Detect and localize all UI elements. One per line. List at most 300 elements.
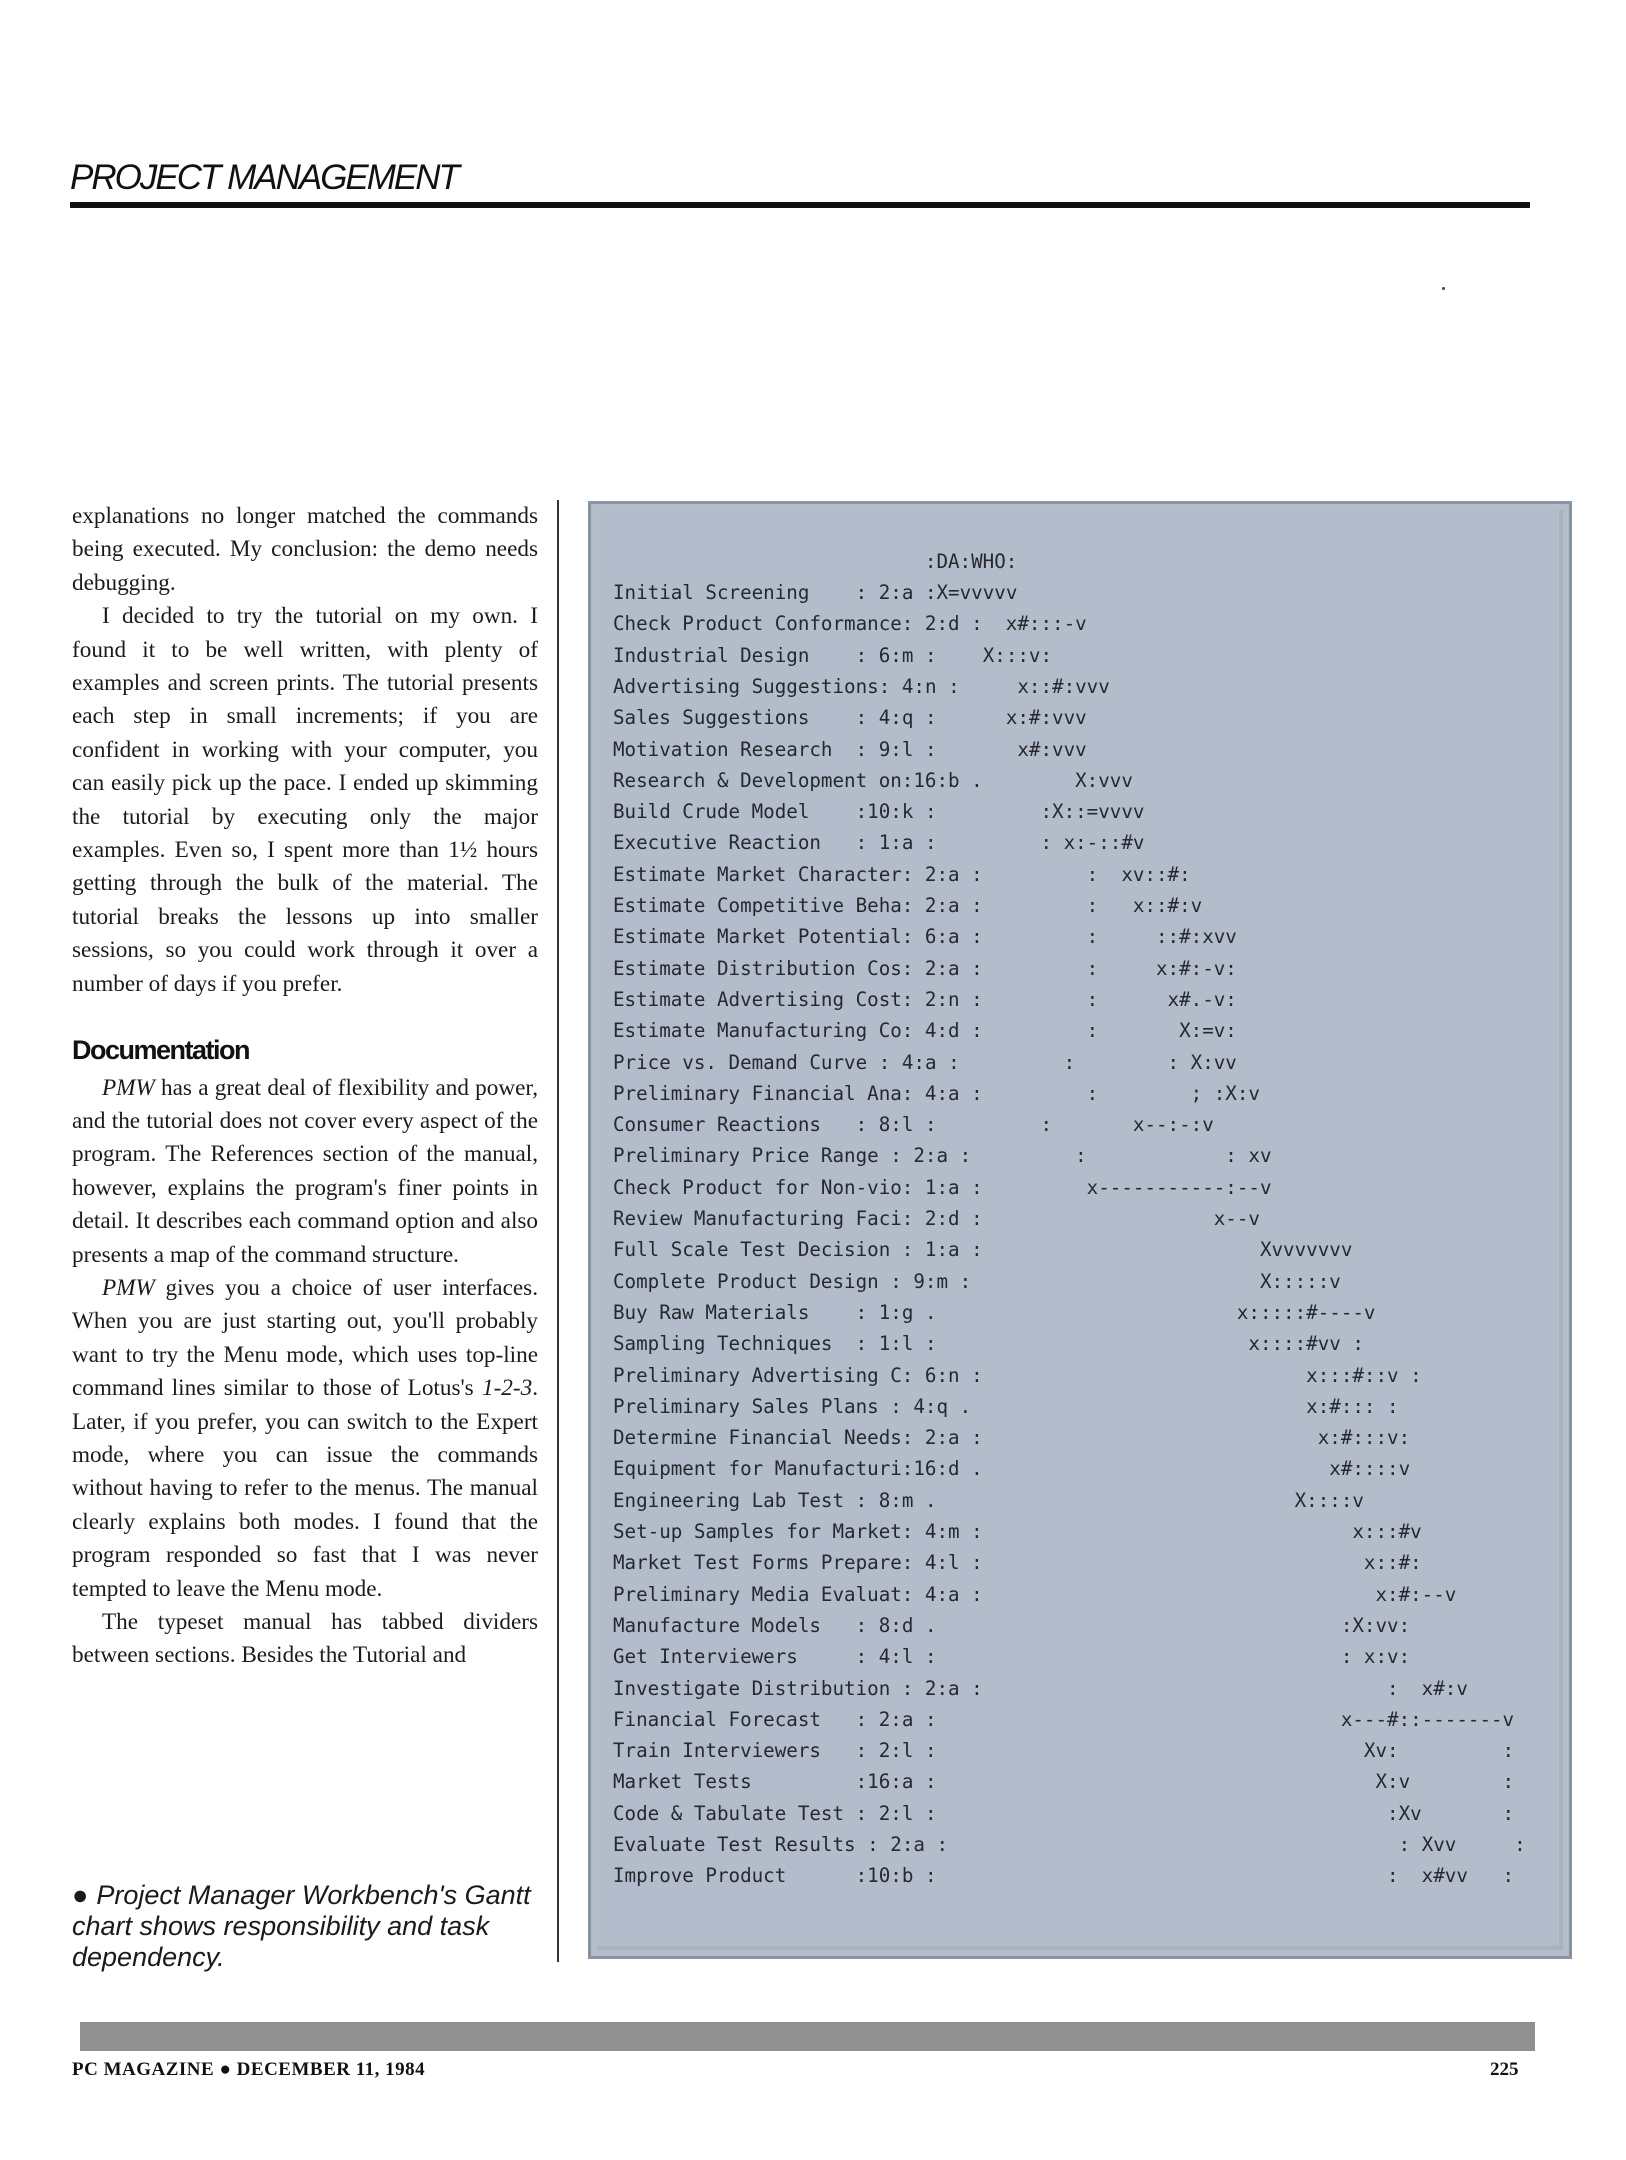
header-rule (70, 202, 1530, 208)
task-responsible: l (948, 1551, 960, 1575)
column-separator: : (855, 1770, 868, 1794)
task-bar: : x#:vvv (924, 737, 1087, 761)
gantt-task-row (613, 1485, 1364, 1516)
task-name: Preliminary Media Evaluat (613, 1582, 902, 1606)
task-name: Get Interviewers (613, 1645, 856, 1669)
gantt-task-row (613, 1641, 1410, 1672)
column-separator (948, 1395, 960, 1418)
task-duration: 2 (913, 1426, 937, 1450)
task-bar: : : x#vv : (924, 1864, 1515, 1888)
task-responsible: a (913, 1833, 925, 1856)
task-name: Estimate Manufacturing Co (613, 1019, 902, 1043)
task-responsible: b (901, 1864, 914, 1888)
task-responsible: l (901, 737, 914, 761)
column-separator: : (936, 894, 949, 917)
column-separator: : (901, 1833, 914, 1856)
column-separator (913, 1708, 925, 1731)
column-separator: : (901, 1582, 914, 1606)
task-bar: : : x:v: (924, 1645, 1411, 1669)
column-separator (960, 988, 972, 1011)
gantt-task-row (613, 765, 1133, 796)
task-duration: 2 (867, 1801, 891, 1825)
task-duration: 1 (867, 1332, 891, 1356)
gantt-header-text: :DA:WHO: (924, 550, 1018, 573)
column-separator: : (936, 1019, 949, 1043)
column-separator: : (901, 1207, 914, 1230)
task-duration: 4 (913, 1551, 937, 1575)
column-separator (913, 800, 925, 823)
task-responsible: a (924, 1050, 937, 1074)
article-paragraph (72, 1072, 538, 1272)
task-name: Sales Suggestions (613, 706, 856, 730)
task-responsible: n (948, 987, 960, 1011)
column-separator: : (890, 1332, 902, 1356)
task-responsible: a (901, 581, 914, 604)
task-duration: 10 (867, 800, 891, 824)
task-responsible: m (901, 643, 914, 667)
task-duration: 4 (913, 1019, 937, 1043)
gantt-task-row (613, 796, 1144, 827)
article-paragraph (72, 1272, 538, 1606)
column-separator: : (936, 1081, 949, 1105)
column-separator: : (901, 1457, 914, 1481)
task-bar: . x:#::: : (959, 1394, 1399, 1418)
task-bar: : X:v : (924, 1770, 1515, 1794)
column-separator (960, 1238, 972, 1261)
gantt-task-row (613, 1140, 1272, 1171)
column-separator (913, 1864, 925, 1887)
task-responsible: l (901, 1332, 914, 1356)
task-duration: 2 (913, 956, 937, 980)
task-responsible: q (936, 1394, 949, 1418)
column-separator (960, 1677, 972, 1700)
column-separator: : (890, 1864, 902, 1888)
task-duration: 16 (913, 768, 937, 792)
gantt-task-row (613, 1078, 1260, 1109)
task-name: Preliminary Financial Ana (613, 1081, 902, 1105)
task-duration: 4 (890, 1050, 914, 1074)
task-responsible: a (948, 956, 960, 980)
column-separator: : (901, 987, 914, 1011)
column-separator: : (855, 1645, 868, 1669)
column-separator (960, 1082, 972, 1105)
column-separator: : (855, 1613, 868, 1637)
task-bar: : Xv: : (924, 1739, 1515, 1763)
task-duration: 2 (913, 987, 937, 1011)
section-header: PROJECT MANAGEMENT (70, 158, 458, 197)
article-paragraph: The typeset manual has tabbed dividers between sections. Besides the Tutorial and (72, 1609, 538, 1669)
column-divider (557, 500, 559, 1962)
gantt-task-row (613, 1234, 1352, 1265)
task-bar: : : x--:-:v (924, 1113, 1214, 1137)
task-responsible: a (948, 1081, 960, 1105)
task-responsible: n (924, 674, 937, 698)
task-name: Determine Financial Needs (613, 1426, 902, 1450)
column-separator: : (924, 1269, 937, 1293)
task-name: Complete Product Design (613, 1269, 891, 1293)
column-separator (913, 1770, 925, 1793)
task-bar: : X:::v: (924, 643, 1053, 667)
task-responsible: l (901, 1801, 914, 1825)
column-separator (913, 1645, 925, 1668)
gantt-task-row (613, 608, 1087, 639)
column-separator: : (936, 1175, 949, 1199)
task-name: Market Tests (613, 1770, 856, 1794)
column-separator: : (855, 800, 868, 824)
gantt-task-row (613, 1360, 1422, 1391)
figure-caption (72, 1880, 542, 1973)
task-duration: 8 (867, 1113, 891, 1137)
task-responsible: d (948, 612, 960, 636)
column-separator: : (901, 894, 914, 917)
column-separator (960, 1019, 972, 1042)
column-separator: : (890, 1645, 902, 1669)
task-responsible: a (948, 1175, 960, 1199)
task-bar: : x---#::-------v (924, 1707, 1515, 1731)
task-name: Build Crude Model (613, 800, 856, 824)
gantt-column-header (613, 546, 1017, 577)
task-bar: : : ; :X:v (971, 1081, 1260, 1105)
task-duration: 2 (867, 581, 891, 604)
column-separator: : (936, 1551, 949, 1575)
task-bar: : x:#:::v: (971, 1426, 1411, 1450)
column-separator: : (855, 1488, 868, 1512)
gantt-task-row (613, 1735, 1514, 1766)
task-bar: : x--v (971, 1207, 1260, 1230)
column-separator: : (936, 925, 949, 949)
gantt-task-row (613, 671, 1110, 702)
task-bar: : x:::#v (971, 1520, 1422, 1543)
gantt-task-row (613, 1422, 1410, 1453)
task-name: Estimate Distribution Cos (613, 956, 902, 980)
column-separator (913, 1301, 925, 1324)
column-separator: : (901, 1363, 914, 1387)
column-separator: : (855, 1864, 868, 1888)
gantt-task-row (613, 702, 1087, 733)
column-separator: : (936, 1426, 949, 1450)
task-responsible: a (948, 1582, 960, 1606)
column-separator: : (924, 1144, 937, 1168)
task-duration: 1 (867, 1300, 891, 1324)
column-separator: : (855, 706, 868, 730)
task-responsible: l (901, 1645, 914, 1669)
column-separator (960, 769, 972, 792)
column-separator: : (890, 1801, 902, 1825)
column-separator: : (890, 1144, 902, 1168)
column-separator: : (936, 768, 949, 792)
subhead-documentation: Documentation (72, 1035, 250, 1066)
column-separator: : (890, 1613, 902, 1637)
task-name: Preliminary Sales Plans (613, 1394, 891, 1418)
task-bar: : : xv::#: (971, 862, 1191, 886)
task-name: Equipment for Manufacturi (613, 1457, 902, 1481)
task-duration: 6 (913, 1363, 937, 1387)
column-separator (960, 1426, 972, 1449)
task-bar: . x:::::#----v (924, 1300, 1376, 1324)
column-separator (960, 863, 972, 886)
column-separator: : (890, 831, 902, 855)
column-separator: : (855, 1707, 868, 1731)
column-separator: : (901, 1175, 914, 1199)
column-separator (913, 831, 925, 854)
column-separator: : (901, 1081, 914, 1105)
task-name: Train Interviewers (613, 1739, 856, 1763)
column-separator: : (901, 768, 914, 792)
task-responsible: d (948, 1207, 960, 1230)
task-duration: 8 (867, 1613, 891, 1637)
column-separator: : (936, 1520, 949, 1543)
task-responsible: a (948, 894, 960, 917)
task-bar: . X::::v (924, 1488, 1364, 1512)
column-separator: : (890, 1739, 902, 1763)
column-separator: : (936, 1676, 949, 1700)
column-separator: : (855, 737, 868, 761)
column-separator (960, 925, 972, 948)
task-duration: 1 (913, 1175, 937, 1199)
task-responsible: m (948, 1520, 960, 1543)
column-separator (913, 644, 925, 667)
task-name: Full Scale Test Decision (613, 1238, 902, 1262)
task-name: Preliminary Price Range (613, 1144, 891, 1168)
column-separator: : (901, 1676, 914, 1700)
task-name: Engineering Lab Test (613, 1488, 856, 1512)
column-separator (937, 1051, 949, 1074)
gantt-task-row (613, 1015, 1237, 1046)
task-name: Market Test Forms Prepare (613, 1551, 902, 1575)
gantt-task-row (613, 1328, 1364, 1359)
footer-magazine-date: PC MAGAZINE ● DECEMBER 11, 1984 (72, 2059, 426, 2080)
task-bar: : : x:#:-v: (971, 956, 1237, 980)
gantt-task-row (613, 1109, 1214, 1140)
column-separator: : (936, 1238, 949, 1262)
column-separator: : (878, 674, 891, 698)
column-separator: : (901, 1426, 914, 1450)
task-name: Motivation Research (613, 737, 856, 761)
italic-pmw: PMW (102, 1074, 155, 1101)
task-name: Financial Forecast (613, 1707, 856, 1731)
column-separator: : (890, 1394, 902, 1418)
gantt-task-row (613, 1172, 1272, 1203)
gantt-task-row (613, 1829, 1526, 1860)
gantt-task-row (613, 1047, 1237, 1078)
column-separator: : (901, 1019, 914, 1043)
column-separator (960, 894, 972, 917)
column-separator: : (867, 1833, 879, 1856)
gantt-task-row (613, 1579, 1456, 1610)
task-duration: 4 (913, 1520, 937, 1543)
task-responsible: a (948, 925, 960, 949)
task-bar: : : : X:vv (948, 1050, 1237, 1074)
task-responsible: a (936, 1144, 949, 1168)
column-separator: : (890, 643, 902, 667)
task-bar: : x::#:vvv (948, 674, 1110, 698)
task-name: Research & Development on (613, 768, 902, 792)
task-bar: : : ::#:xvv (971, 925, 1237, 949)
task-duration: 9 (901, 1269, 925, 1293)
task-bar: : : x::#:v (971, 894, 1203, 917)
task-bar: : x:#:--v (971, 1582, 1457, 1606)
article-column (72, 500, 538, 1673)
gantt-task-row (613, 1516, 1422, 1547)
task-name: Estimate Competitive Beha (613, 894, 902, 917)
column-separator: : (913, 674, 925, 698)
task-duration: 4 (867, 1645, 891, 1669)
column-separator: : (855, 1801, 868, 1825)
task-bar: : x:#:vvv (924, 706, 1087, 730)
task-duration: 4 (901, 1394, 925, 1418)
gantt-task-row (613, 1610, 1410, 1641)
task-name: Executive Reaction (613, 831, 856, 855)
caption-text: Project Manager Workbench's Gantt chart shows responsibility and task dependency. (72, 1880, 531, 1972)
gantt-task-row (613, 1673, 1468, 1704)
task-duration: 10 (867, 1864, 891, 1888)
gantt-task-row (613, 921, 1237, 952)
task-duration: 1 (913, 1238, 937, 1262)
column-separator (913, 738, 925, 761)
task-responsible: a (901, 1707, 914, 1731)
task-name: Evaluate Test Results (613, 1833, 868, 1856)
task-bar: : : X:=v: (971, 1019, 1237, 1043)
column-separator (913, 706, 925, 729)
italic-123: 1-2-3 (481, 1375, 533, 1402)
task-responsible: q (901, 706, 914, 730)
column-separator (913, 1739, 925, 1762)
task-duration: 9 (867, 737, 891, 761)
task-responsible: n (948, 1363, 960, 1387)
column-separator: : (890, 581, 902, 604)
task-bar: : :Xv : (924, 1801, 1515, 1825)
task-bar: : X:::::v (959, 1269, 1341, 1293)
task-duration: 2 (913, 612, 937, 636)
gantt-task-row (613, 1297, 1375, 1328)
task-name: Buy Raw Materials (613, 1300, 856, 1324)
article-paragraph: explanations no longer matched the commands being executed. My conclusion: the demo needs debugging. (72, 503, 538, 596)
paragraph-text: . Later, if you prefer, you can switch to the Expert mode, where you can issue the commands without having to refer to the menus. The manual clearly explains both modes. I found that the program responded so fast that I was never tempted to leave the Menu mode. (72, 1375, 538, 1602)
print-speck (1442, 287, 1445, 290)
column-separator: : (855, 643, 868, 667)
task-responsible: a (901, 831, 914, 855)
column-separator: : (855, 1300, 868, 1324)
article-paragraph: I decided to try the tutorial on my own. I found it to be well written, with plenty of examples and screen prints. The tutorial presents each step in small increments; if you are confident in working with your computer, you can easily pick up the pace. I ended up skimming the tutorial by executing only the major examples. Even so, I spent more than 1½ hours getting through the bulk of the material. The tutorial breaks the lessons up into smaller sessions, so you could work through it over a number of days if you prefer. (72, 603, 538, 997)
column-separator (960, 1207, 972, 1230)
column-separator: : (936, 862, 949, 886)
task-name: Set-up Samples for Market (613, 1520, 902, 1543)
gantt-task-row (613, 1547, 1422, 1578)
column-separator: : (936, 1363, 949, 1387)
gantt-task-row (613, 1391, 1399, 1422)
column-separator (913, 1332, 925, 1355)
column-separator (913, 1489, 925, 1512)
task-bar: : : Xvv : (936, 1833, 1526, 1856)
column-separator: : (936, 956, 949, 980)
task-name: Check Product Conformance (613, 612, 902, 636)
task-duration: 2 (878, 1833, 902, 1856)
task-responsible: d (948, 1019, 960, 1043)
column-separator (913, 1614, 925, 1637)
column-separator: : (936, 1582, 949, 1606)
column-separator: : (936, 1457, 949, 1481)
column-separator: : (890, 1488, 902, 1512)
gantt-task-row (613, 1766, 1514, 1797)
task-duration: 16 (913, 1457, 937, 1481)
task-duration: 8 (867, 1488, 891, 1512)
task-responsible: a (948, 1426, 960, 1450)
task-responsible: a (948, 862, 960, 886)
column-separator: : (936, 987, 949, 1011)
task-name: Code & Tabulate Test (613, 1801, 856, 1825)
task-name: Price vs. Demand Curve (613, 1050, 879, 1074)
column-separator: : (855, 831, 868, 855)
task-responsible: l (901, 1113, 914, 1137)
task-bar: . x#::::v (971, 1457, 1411, 1481)
column-separator (948, 1144, 960, 1167)
task-responsible: a (901, 1770, 914, 1794)
task-responsible: a (948, 1238, 960, 1262)
column-separator (913, 1802, 925, 1825)
column-separator: : (936, 1207, 949, 1230)
task-name: Investigate Distribution (613, 1676, 902, 1700)
task-bar: : : x#.-v: (971, 987, 1237, 1011)
task-name: Estimate Market Potential (613, 925, 902, 949)
column-separator (925, 1833, 937, 1856)
column-separator (937, 675, 949, 698)
gantt-task-row (613, 827, 1144, 858)
gantt-task-row (613, 734, 1087, 765)
task-bar: :X=vvvvv (924, 581, 1018, 604)
task-duration: 2 (901, 1144, 925, 1168)
column-separator: : (901, 862, 914, 886)
task-name: Improve Product (613, 1864, 856, 1888)
paragraph-text: has a great deal of flexibility and power, and the tutorial does not cover every aspect of the program. The References section of the manual, however, explains the program's finer points in detail. It describes each command option and also presents a map of the command structure. (72, 1074, 538, 1268)
gantt-task-row (613, 1860, 1514, 1891)
task-name: Consumer Reactions (613, 1113, 856, 1137)
task-duration: 2 (913, 1676, 937, 1700)
column-separator: : (855, 1739, 868, 1763)
task-duration: 2 (913, 894, 937, 917)
column-separator (960, 1583, 972, 1606)
column-separator: : (901, 1520, 914, 1543)
page-number: 225 (1490, 2059, 1519, 2080)
column-separator: : (890, 1770, 902, 1794)
task-duration: 2 (867, 1739, 891, 1763)
gantt-task-row (613, 1798, 1514, 1829)
column-separator: : (913, 1050, 925, 1074)
column-separator: : (890, 1707, 902, 1731)
gantt-task-row (613, 953, 1237, 984)
gantt-task-row (613, 640, 1052, 671)
gantt-task-row (613, 577, 1017, 608)
column-separator: : (936, 612, 949, 636)
column-separator: : (890, 1300, 902, 1324)
column-separator: : (855, 1113, 868, 1137)
gantt-task-row (613, 859, 1191, 890)
task-name: Initial Screening (613, 581, 856, 604)
gantt-task-row (613, 890, 1202, 921)
task-duration: 6 (867, 643, 891, 667)
column-separator: : (901, 925, 914, 949)
task-name: Estimate Market Character (613, 862, 902, 886)
task-duration: 2 (867, 1707, 891, 1731)
column-separator (960, 612, 972, 635)
task-duration: 16 (867, 1770, 891, 1794)
gantt-task-row (613, 1266, 1341, 1297)
column-separator: : (878, 1050, 891, 1074)
task-bar: . :X:vv: (924, 1613, 1411, 1637)
italic-pmw: PMW (102, 1274, 155, 1301)
task-responsible: l (901, 1739, 914, 1763)
task-responsible: a (948, 1676, 960, 1700)
task-duration: 1 (867, 831, 891, 855)
